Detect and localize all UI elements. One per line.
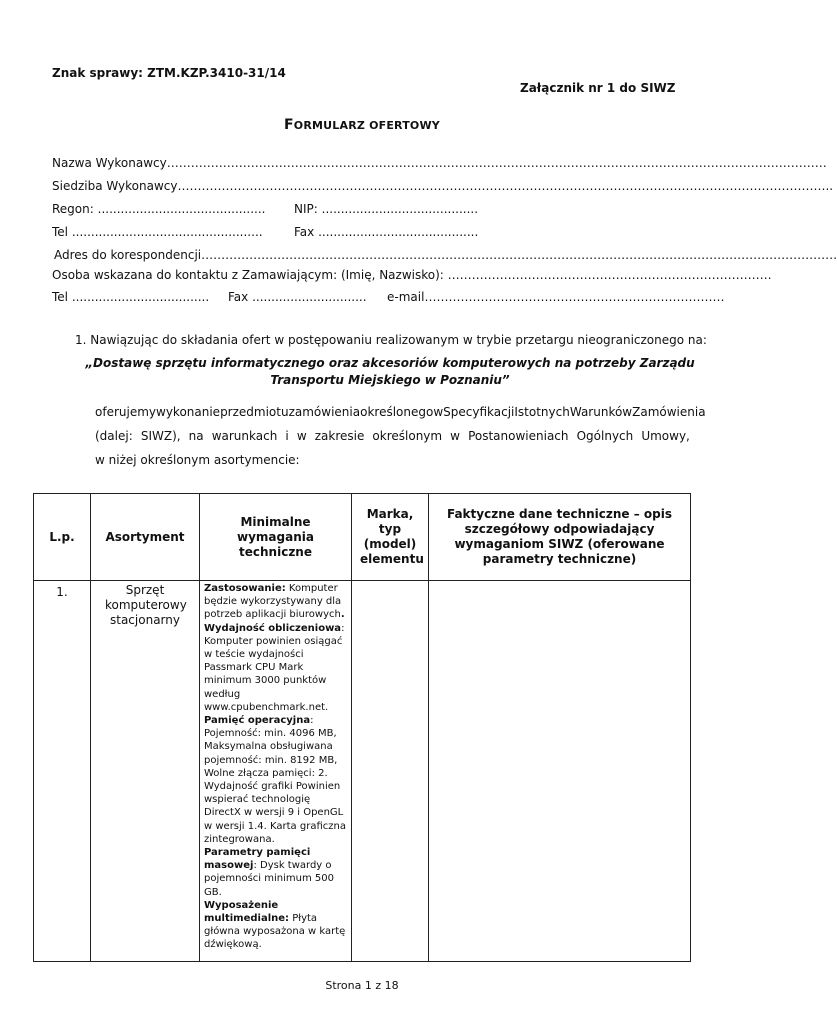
requirement-heading: Wyposażenie multimedialne: (204, 899, 290, 925)
address-field[interactable] (54, 248, 837, 262)
offer-word: oferujemy (95, 405, 156, 419)
fax-dots: .......................................... (318, 225, 479, 239)
contractor-seat-label: Siedziba Wykonawcy (52, 179, 178, 193)
form-title (0, 117, 724, 133)
offer-word: Umowy, (641, 429, 690, 443)
tel2-dots: .................................... (71, 290, 210, 304)
requirement-heading-suffix: . (340, 609, 345, 621)
nip-dots: ......................................... (321, 202, 479, 216)
offer-word: zamówienia (288, 405, 361, 419)
regon-dots: ............................................ (97, 202, 266, 216)
contractor-name-dots: ………………………………………………………………………………………………………………………………………………… (166, 156, 827, 170)
tel-label: Tel (52, 225, 69, 239)
contact-field[interactable] (52, 268, 772, 282)
offer-word: na (188, 429, 204, 443)
contractor-seat-field[interactable] (52, 179, 833, 193)
requirement-heading: Parametry pamięci masowej (204, 847, 311, 872)
offer-word: określonego (360, 405, 434, 419)
requirement-text: Płyta główna wyposażona w kartę dźwiękową. (204, 913, 346, 951)
header-lp: L.p. (34, 494, 91, 581)
page-number: Strona 1 z 18 (325, 979, 399, 992)
attachment-label: Załącznik nr 1 do SIWZ (520, 81, 676, 95)
contact-label: Osoba wskazana do kontaktu z Zamawiającym: (Imię, Nazwisko): (52, 268, 444, 282)
requirements-text (204, 582, 349, 952)
contractor-name-field[interactable] (52, 156, 827, 170)
row-assortment: Sprzęt komputerowy stacjonarny (91, 581, 200, 962)
offer-line-3: w niżej określonym asortymencie: (95, 453, 300, 467)
fax2-dots: .............................. (252, 290, 367, 304)
tel-dots: .................................................. (71, 225, 263, 239)
header-brand-model: Marka, typ (model) elementu (352, 494, 429, 581)
offer-line-2 (95, 429, 690, 443)
requirement-heading: Pamięć operacyjna (204, 715, 311, 727)
requirement-text: : Pojemność: min. 4096 MB, Maksymalna obsługiwana pojemność: min. 8192 MB, Wolne złącza pamięci: 2. Wydajność grafiki Powinien wspierać technologię DirectX w wersji 9 i OpenGL w wersji 1.4. Karta graficzna zintegrowana. (204, 715, 346, 845)
row-min-requirements (200, 581, 352, 962)
offer-word: Postanowieniach (468, 429, 569, 443)
case-number: Znak sprawy: ZTM.KZP.3410-31/14 (52, 66, 286, 80)
offer-word: w (433, 405, 444, 419)
nip-field[interactable] (294, 202, 478, 216)
nip-label: NIP: (294, 202, 318, 216)
offer-word: Warunków (569, 405, 633, 419)
offer-word: Specyfikacji (443, 405, 515, 419)
fax-label: Fax (294, 225, 315, 239)
offer-word: Istotnych (514, 405, 570, 419)
assortment-table (33, 493, 691, 962)
address-dots: …………………………………………………………………………………………………………………………………………… (201, 248, 837, 262)
tel2-field[interactable] (52, 290, 209, 304)
requirement-heading: Wydajność obliczeniowa (204, 622, 342, 634)
requirement-text: : Dysk twardy o pojemności minimum 500 GB. (204, 860, 334, 898)
contact-dots: ……………………………………………………………………… (447, 268, 772, 282)
procurement-subject: „Dostawę sprzętu informatycznego oraz akcesoriów komputerowych na potrzeby Zarządu Transportu Miejskiego w Poznaniu” (85, 356, 695, 387)
address-label: Adres do korespondencji (54, 248, 202, 262)
tel2-label: Tel (52, 290, 69, 304)
offer-word: zakresie (314, 429, 365, 443)
offer-word: przedmiotu (220, 405, 289, 419)
tel-field[interactable] (52, 225, 263, 239)
offer-word: (dalej: (95, 429, 133, 443)
offer-word: wykonanie (156, 405, 221, 419)
contractor-seat-dots: ……………………………………………………………………………………………………………………………………………….. (177, 179, 834, 193)
regon-field[interactable] (52, 202, 265, 216)
offer-word: warunkach (211, 429, 278, 443)
header-actual-specs: Faktyczne dane techniczne – opis szczegółowy odpowiadający wymaganiom SIWZ (oferowane parametry techniczne) (429, 494, 691, 581)
fax2-label: Fax (228, 290, 249, 304)
table-row (34, 581, 691, 962)
offer-line-1 (95, 405, 706, 419)
email-label: e-mail (387, 290, 425, 304)
offer-word: Zamówienia (632, 405, 706, 419)
form-title-rest: ORMULARZ OFERTOWY (293, 119, 440, 132)
email-field[interactable] (387, 290, 724, 304)
regon-label: Regon: (52, 202, 94, 216)
fax2-field[interactable] (228, 290, 367, 304)
header-min-requirements: Minimalne wymagania techniczne (200, 494, 352, 581)
contractor-name-label: Nazwa Wykonawcy (52, 156, 167, 170)
offer-word: określonym (372, 429, 443, 443)
requirement-text: : Komputer powinien osiągać w teście wydajności Passmark CPU Mark minimum 3000 punktów według www.cpubenchmark.net. (204, 622, 345, 713)
form-title-initial: F (284, 117, 294, 133)
email-dots: ………………………………………………………………… (424, 290, 725, 304)
offer-word: i (285, 429, 289, 443)
header-assortment: Asortyment (91, 494, 200, 581)
offer-word: Ogólnych (576, 429, 634, 443)
requirement-text: Komputer będzie wykorzystywany dla potrzeb aplikacji biurowych (204, 583, 342, 621)
row-brand-model-input[interactable] (352, 581, 429, 962)
row-lp: 1. (34, 581, 91, 962)
requirement-heading: Zastosowanie: (204, 583, 286, 594)
offer-word: SIWZ), (140, 429, 181, 443)
offer-word: w (296, 429, 307, 443)
offer-word: w (450, 429, 460, 443)
row-actual-specs-input[interactable] (429, 581, 691, 962)
fax-field[interactable] (294, 225, 478, 239)
section-1-intro: 1. Nawiązując do składania ofert w postępowaniu realizowanym w trybie przetargu nieograniczonego na: (75, 333, 707, 347)
